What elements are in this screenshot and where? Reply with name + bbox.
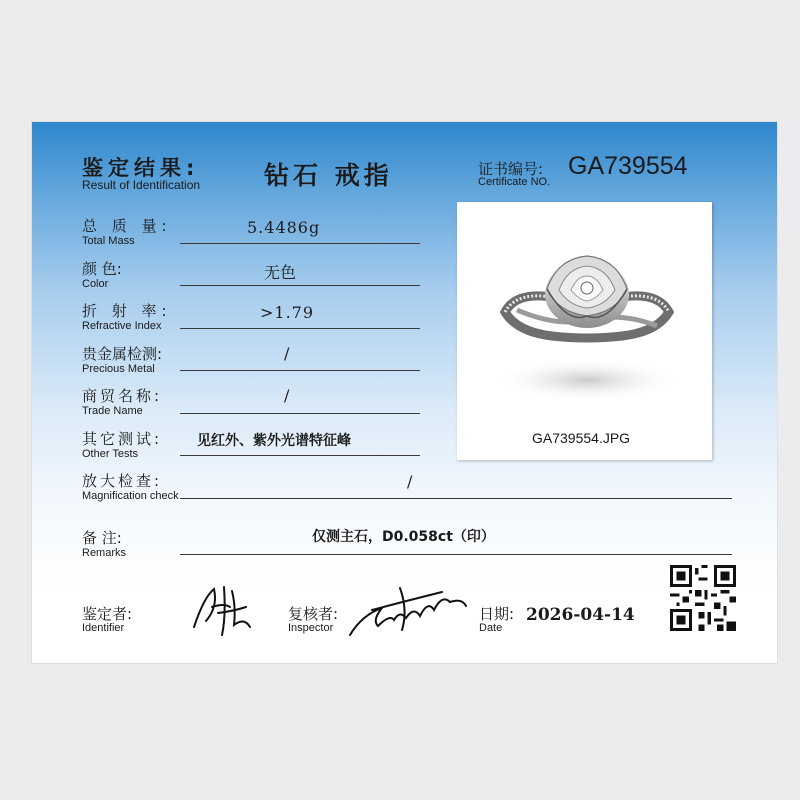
remarks-value: 仅测主石，D0.058ct（印） xyxy=(312,529,495,545)
refractive-index-underline xyxy=(180,328,420,329)
precious-metal-label-zh: 贵金属检测: xyxy=(82,345,163,363)
date-value: 2026-04-14 xyxy=(526,605,635,625)
refractive-index-label-en: Refractive Index xyxy=(82,320,162,332)
magnification-value: / xyxy=(407,472,413,491)
photo-caption: GA739554.JPG xyxy=(532,430,631,446)
date-label-zh: 日期: xyxy=(479,605,515,623)
signature-identifier xyxy=(184,577,259,642)
remarks-underline xyxy=(180,554,732,555)
trade-name-value: / xyxy=(284,386,290,405)
qr-code-icon xyxy=(670,565,736,631)
other-tests-label-zh: 其它测试: xyxy=(82,430,163,448)
precious-metal-label-en: Precious Metal xyxy=(82,363,155,375)
magnification-label-zh: 放大检查: xyxy=(82,472,163,490)
trade-name-underline xyxy=(180,413,420,414)
ring-photo-frame xyxy=(457,202,712,460)
trade-name-label-zh: 商贸名称: xyxy=(82,387,163,405)
magnification-underline xyxy=(180,498,732,499)
certificate-label-en: Certificate NO. xyxy=(478,176,551,188)
precious-metal-underline xyxy=(180,370,420,371)
color-label-zh: 颜 色: xyxy=(82,260,122,278)
result-title-en: Result of Identification xyxy=(82,178,201,192)
other-tests-underline xyxy=(180,455,420,456)
total-mass-label-en: Total Mass xyxy=(82,235,135,247)
ring-photo xyxy=(457,202,712,427)
color-underline xyxy=(180,285,420,286)
color-value: 无色 xyxy=(264,263,297,282)
identifier-label-en: Identifier xyxy=(82,622,125,634)
precious-metal-value: / xyxy=(284,344,290,363)
result-title-zh: 鉴定结果: xyxy=(82,156,200,180)
inspector-label-en: Inspector xyxy=(288,622,334,634)
other-tests-label-en: Other Tests xyxy=(82,448,139,460)
trade-name-label-en: Trade Name xyxy=(82,405,143,417)
remarks-label-zh: 备 注: xyxy=(82,529,122,547)
total-mass-underline xyxy=(180,243,420,244)
certificate-card xyxy=(32,122,777,663)
remarks-label-en: Remarks xyxy=(82,547,127,559)
total-mass-label-zh: 总 质 量: xyxy=(82,217,172,235)
date-label-en: Date xyxy=(479,622,503,634)
magnification-label-en: Magnification check xyxy=(82,490,179,502)
inspector-label-zh: 复核者: xyxy=(288,605,339,623)
refractive-index-value: >1.79 xyxy=(260,303,315,322)
identification-result: 钻石 戒指 xyxy=(264,161,393,190)
signature-inspector xyxy=(342,580,472,645)
color-label-en: Color xyxy=(82,278,109,290)
total-mass-value: 5.4486g xyxy=(247,218,321,237)
identifier-label-zh: 鉴定者: xyxy=(82,605,133,623)
certificate-number: GA739554 xyxy=(568,152,688,180)
other-tests-value: 见红外、紫外光谱特征峰 xyxy=(197,433,351,449)
certificate-label-zh: 证书编号: xyxy=(478,160,544,178)
refractive-index-label-zh: 折 射 率: xyxy=(82,302,172,320)
